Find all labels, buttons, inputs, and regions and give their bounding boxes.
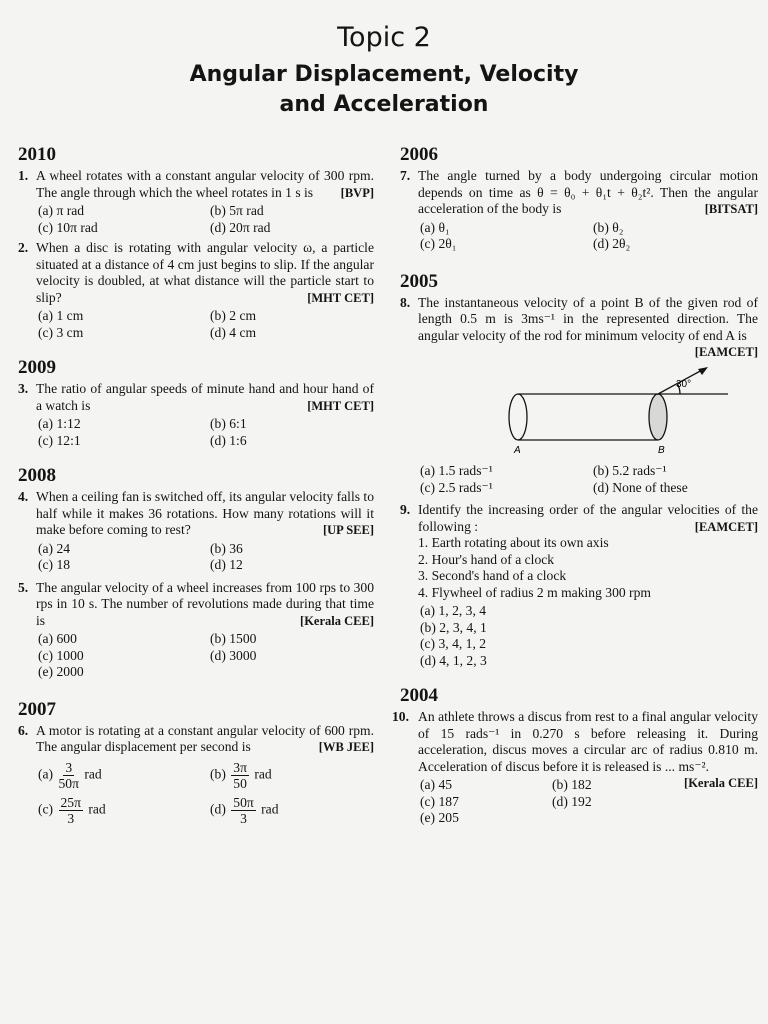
- year-heading-2010: 2010: [18, 144, 56, 165]
- option-c: (c) 3 cm: [38, 324, 84, 340]
- question-text: The angular velocity of a wheel increases from 100 rps to 300 rps in 10 s. The number of revolutions made during that time is [Kerala CEE]: [36, 579, 374, 628]
- question-number: 5.: [18, 579, 29, 595]
- exam-source: [BVP]: [340, 185, 374, 200]
- option-a: (a) 1.5 rads⁻¹: [420, 463, 493, 478]
- page-title: [0, 60, 768, 120]
- options: [36, 631, 374, 681]
- question-2: [14, 240, 374, 341]
- question-number: 7.: [400, 168, 411, 183]
- list-item: 1. Earth rotating about its own axis: [418, 535, 609, 550]
- exam-source: [EAMCET]: [694, 345, 758, 359]
- option-c: (c) 187: [420, 793, 459, 809]
- option-d: (d) 3000: [210, 647, 257, 663]
- options: [418, 463, 758, 496]
- option-b: (b) 6:1: [210, 416, 247, 431]
- option-a: (a) $\frac{3}{50\pi}$ rad: [38, 759, 102, 791]
- topic-label: Topic 2: [337, 22, 431, 53]
- option-b: (b) 2 cm: [210, 308, 257, 323]
- option-d: (d) 20π rad: [210, 219, 271, 235]
- angle-label: 30°: [676, 378, 692, 390]
- arrow-head-icon: [698, 367, 708, 375]
- year-heading-2008: 2008: [18, 465, 56, 486]
- question-number: 3.: [18, 381, 29, 396]
- fraction: $\frac{3\pi}{50}$: [233, 759, 247, 791]
- list-item: 4. Flywheel of radius 2 m making 300 rpm: [418, 584, 651, 600]
- rod-end-a-face: [509, 394, 527, 440]
- question-1: [14, 168, 374, 236]
- list-item: 2. Hour's hand of a clock: [418, 551, 555, 567]
- option-c: (c) $\frac{25\pi}{3}$ rad: [38, 794, 106, 826]
- option-a: (a) θ₁: [420, 219, 450, 235]
- options: [36, 203, 374, 236]
- question-text: A wheel rotates with a constant angular velocity of 300 rpm. The angle through which the wheel rotates in 1 s is [BVP]: [36, 168, 374, 200]
- option-c: (c) 18: [38, 557, 71, 572]
- option-d: (d) 2θ₂: [593, 236, 631, 251]
- option-e: (e) 205: [420, 810, 459, 825]
- question-number: 2.: [18, 240, 29, 255]
- option-a: (a) 1:12: [38, 416, 81, 431]
- option-d: (d) 12: [210, 557, 243, 572]
- option-b: (b) θ₂: [593, 219, 624, 235]
- title-line-1: Angular Displacement, Velocity: [189, 62, 579, 87]
- option-b: (b) 5.2 rads⁻¹: [593, 463, 667, 478]
- question-6: [14, 723, 374, 826]
- option-b: (b) 182: [552, 777, 592, 792]
- options: [36, 760, 374, 826]
- list-item: 3. Second's hand of a clock: [418, 568, 567, 583]
- exam-source: [Kerala CEE]: [300, 613, 374, 628]
- option-c: (c) 2θ₁: [420, 236, 457, 251]
- question-text: The ratio of angular speeds of minute hand and hour hand of a watch is [MHT CET]: [36, 381, 374, 413]
- question-text: Identify the increasing order of the angular velocities of the following : [EAMCET]: [418, 502, 758, 534]
- question-text: A motor is rotating at a constant angular velocity of 600 rpm. The angular displacement per second is [WB JEE]: [36, 722, 374, 754]
- options: [36, 541, 374, 574]
- question-8: [396, 295, 758, 497]
- rod-diagram: [458, 365, 758, 455]
- question-text: The instantaneous velocity of a point B of the given rod of length 0.5 m is 3ms⁻¹ in the represented direction. The angular velocity of the rod for minimum velocity of end A is [EAMCET]: [418, 294, 758, 359]
- option-b: (b) 2, 3, 4, 1: [420, 619, 487, 635]
- item-list: [418, 535, 758, 601]
- question-number: 10.: [392, 709, 409, 724]
- question-text: When a disc is rotating with angular velocity ω, a particle situated at a distance of 4 cm just begins to slip. If the angular velocity is doubled, at what distance will the particle start to slip? [MHT CET]: [36, 240, 374, 305]
- question-text: The angle turned by a body undergoing circular motion depends on time as θ = θ₀ + θ₁t + θ₂t². Then the angular acceleration of the body is [BITSAT]: [418, 168, 758, 216]
- option-a: (a) 1, 2, 3, 4: [420, 603, 487, 618]
- option-a: (a) π rad: [38, 203, 85, 218]
- option-c: (c) 1000: [38, 647, 84, 663]
- option-a: (a) 1 cm: [38, 308, 84, 323]
- option-d: (d) None of these: [593, 479, 688, 495]
- option-d: (d) $\frac{50\pi}{3}$ rad: [210, 794, 279, 826]
- question-10: [392, 709, 758, 827]
- option-b: (b) $\frac{3\pi}{50}$ rad: [210, 759, 272, 791]
- options: [418, 603, 758, 669]
- fraction: $\frac{25\pi}{3}$: [60, 794, 81, 826]
- option-d: (d) 4 cm: [210, 324, 257, 340]
- option-b: (b) 1500: [210, 631, 257, 646]
- left-column: [14, 140, 374, 826]
- question-number: 6.: [18, 722, 29, 738]
- title-line-2: and Acceleration: [279, 92, 489, 117]
- option-c: (c) 2.5 rads⁻¹: [420, 479, 493, 495]
- year-heading-2007: 2007: [18, 698, 56, 720]
- option-d: (d) 192: [552, 793, 592, 809]
- question-number: 4.: [18, 489, 29, 504]
- question-number: 1.: [18, 168, 29, 183]
- option-d: (d) 1:6: [210, 432, 247, 448]
- options: [36, 308, 374, 341]
- option-b: (b) 5π rad: [210, 203, 264, 218]
- exam-source: [BITSAT]: [704, 202, 758, 216]
- fraction: $\frac{3}{50\pi}$: [58, 759, 79, 791]
- question-5: [14, 580, 374, 681]
- year-heading-2004: 2004: [400, 685, 438, 706]
- option-a: (a) 45: [420, 777, 453, 792]
- exam-source: [UP SEE]: [322, 523, 374, 537]
- option-c: (c) 12:1: [38, 432, 81, 448]
- exam-source: [EAMCET]: [694, 519, 758, 534]
- fraction: $\frac{50\pi}{3}$: [233, 794, 254, 826]
- rod-end-b-face: [649, 394, 667, 440]
- end-b-label: B: [658, 444, 665, 455]
- question-text: An athlete throws a discus from rest to a final angular velocity of 15 rads⁻¹ in 0.270 s before releasing it. During acceleration, discus moves a circular arc of radius 0.810 m. Acceleration of discus before it is released is ... ms⁻². [Kerala CEE]: [418, 709, 758, 790]
- right-column: [392, 140, 758, 827]
- question-number: 8.: [400, 294, 411, 310]
- exam-source: [WB JEE]: [318, 740, 374, 754]
- options: [418, 220, 758, 253]
- year-heading-2005: 2005: [400, 270, 438, 292]
- question-7: [396, 168, 758, 253]
- option-a: (a) 600: [38, 631, 77, 646]
- option-d: (d) 4, 1, 2, 3: [420, 652, 487, 668]
- year-heading-2006: 2006: [400, 144, 438, 165]
- formula: θ = θ₀ + θ₁t + θ₂t².: [537, 184, 654, 200]
- question-number: 9.: [400, 502, 411, 517]
- option-c: (c) 10π rad: [38, 219, 98, 235]
- exam-source: [MHT CET]: [307, 398, 374, 413]
- option-a: (a) 24: [38, 540, 71, 556]
- option-e: (e) 2000: [38, 664, 84, 679]
- question-3: [14, 381, 374, 449]
- question-9: [396, 502, 758, 669]
- options: [418, 777, 676, 827]
- options: [36, 416, 374, 449]
- option-c: (c) 3, 4, 1, 2: [420, 636, 487, 651]
- question-4: [14, 489, 374, 574]
- option-b: (b) 36: [210, 540, 243, 556]
- exam-source: [Kerala CEE]: [684, 776, 758, 790]
- year-heading-2009: 2009: [18, 357, 56, 378]
- end-a-label: A: [514, 444, 521, 455]
- question-text: When a ceiling fan is switched off, its angular velocity falls to half while it makes 36 rotations. How many rotations will it make before coming to rest? [UP SEE]: [36, 489, 374, 537]
- exam-source: [MHT CET]: [307, 290, 374, 305]
